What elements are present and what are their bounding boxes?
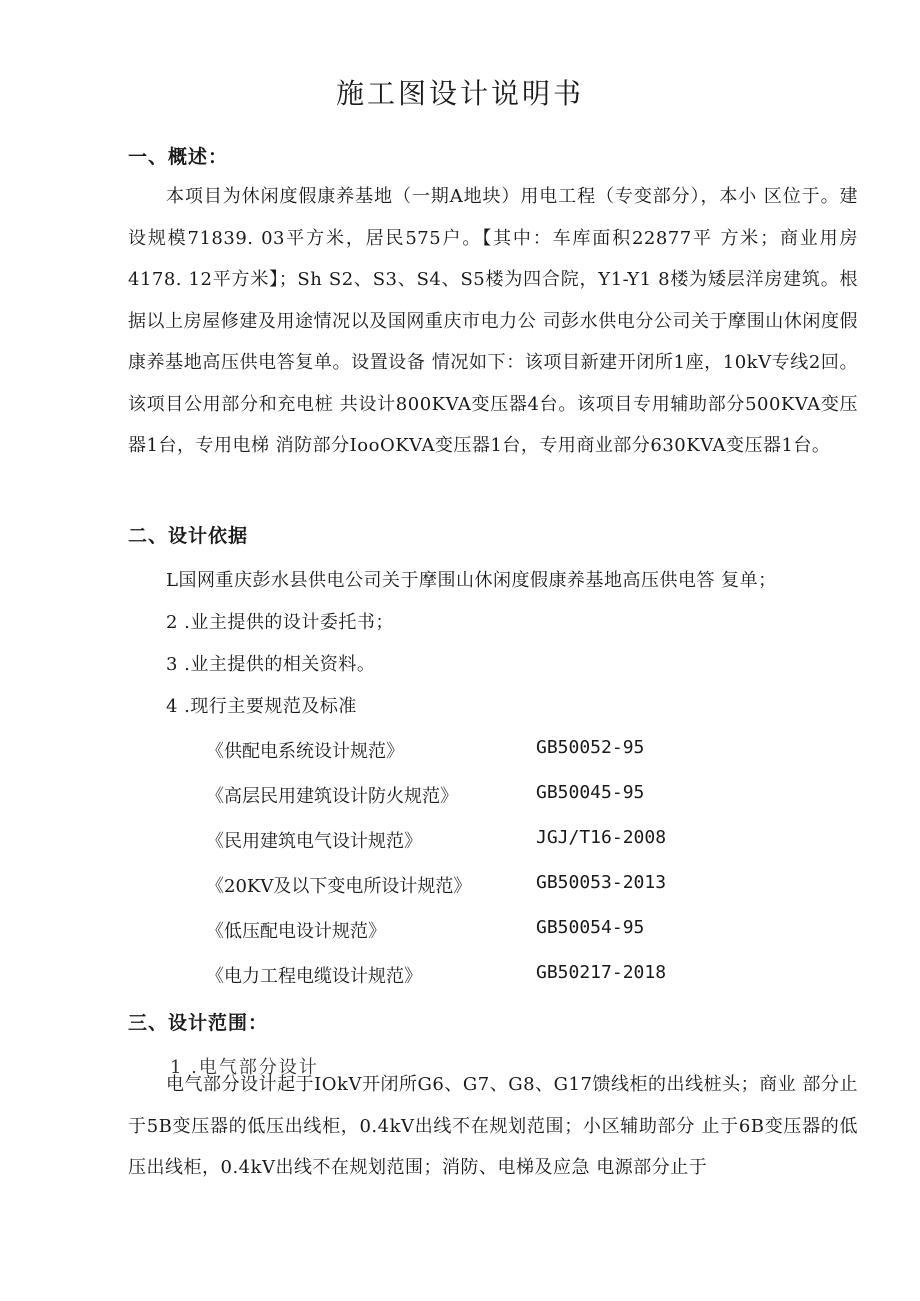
standard-name: 《电力工程电缆设计规范》 [206,966,422,987]
basis-item-2: 2 .业主提供的设计委托书； [166,612,394,633]
standard-row [206,782,766,812]
basis-item-4: 4 .现行主要规范及标准 [166,696,357,717]
standard-code: GB50052-95 [536,737,645,758]
basis-item-3: 3 .业主提供的相关资料。 [166,654,376,675]
standard-code: GB50053-2013 [536,872,667,893]
standard-name: 《20KV及以下变电所设计规范》 [206,876,472,897]
standard-code: GB50045-95 [536,782,645,803]
section-1-paragraph: 本项目为休闲度假康养基地（一期A地块）用电工程（专变部分），本小 区位于。建设规模71839. 03平方米，居民575户。【其中：车库面积22877平 方米；商业用房4178. 12平方米】；Sh S2、S3、S4、S5楼为四合院，Y1-Y1 8楼为矮层洋房建筑。根据以上房屋修建及用途情况以及国网重庆市电力公 司彭水供电分公司关于摩围山休闲度假康养基地高压供电答复单。设置设备 情况如下：该项目新建开闭所1座，10kV专线2回。该项目公用部分和充电桩 共设计800KVA变压器4台。该项目专用辅助部分500KVA变压器1台，专用电梯 消防部分IooOKVA变压器1台，专用商业部分630KVA变压器1台。 [128,186,858,456]
clipped-subheading-text: 1 .电气部分设计 [170,1057,319,1078]
section-2-heading: 二、设计依据 [128,525,249,547]
standard-code: GB50054-95 [536,917,645,938]
standard-row [206,737,766,767]
section-3-paragraph: 电气部分设计起于IOkV开闭所G6、G7、G8、G17馈线柜的出线桩头；商业 部分止于5B变压器的低压出线柜，0.4kV出线不在规划范围；小区辅助部分 止于6B变压器的低压出线柜，0.4kV出线不在规划范围；消防、电梯及应急 电源部分止于 [128,1074,858,1178]
standard-code: JGJ/T16-2008 [536,827,667,848]
standard-row [206,917,766,947]
section-3-heading: 三、设计范围： [128,1012,269,1034]
section-1-heading: 一、概述： [128,146,229,168]
document-title: 施工图设计说明书 [335,77,584,110]
standard-code: GB50217-2018 [536,962,667,983]
standard-row [206,827,766,857]
standard-name: 《高层民用建筑设计防火规范》 [206,786,458,807]
standard-name: 《民用建筑电气设计规范》 [206,831,422,852]
standard-name: 《供配电系统设计规范》 [206,741,404,762]
basis-item-1: L国网重庆彭水县供电公司关于摩围山休闲度假康养基地高压供电答 复单； [166,570,777,591]
clipped-subheading [170,1048,330,1078]
standard-row [206,962,766,992]
standard-row [206,872,766,902]
standard-name: 《低压配电设计规范》 [206,921,386,942]
